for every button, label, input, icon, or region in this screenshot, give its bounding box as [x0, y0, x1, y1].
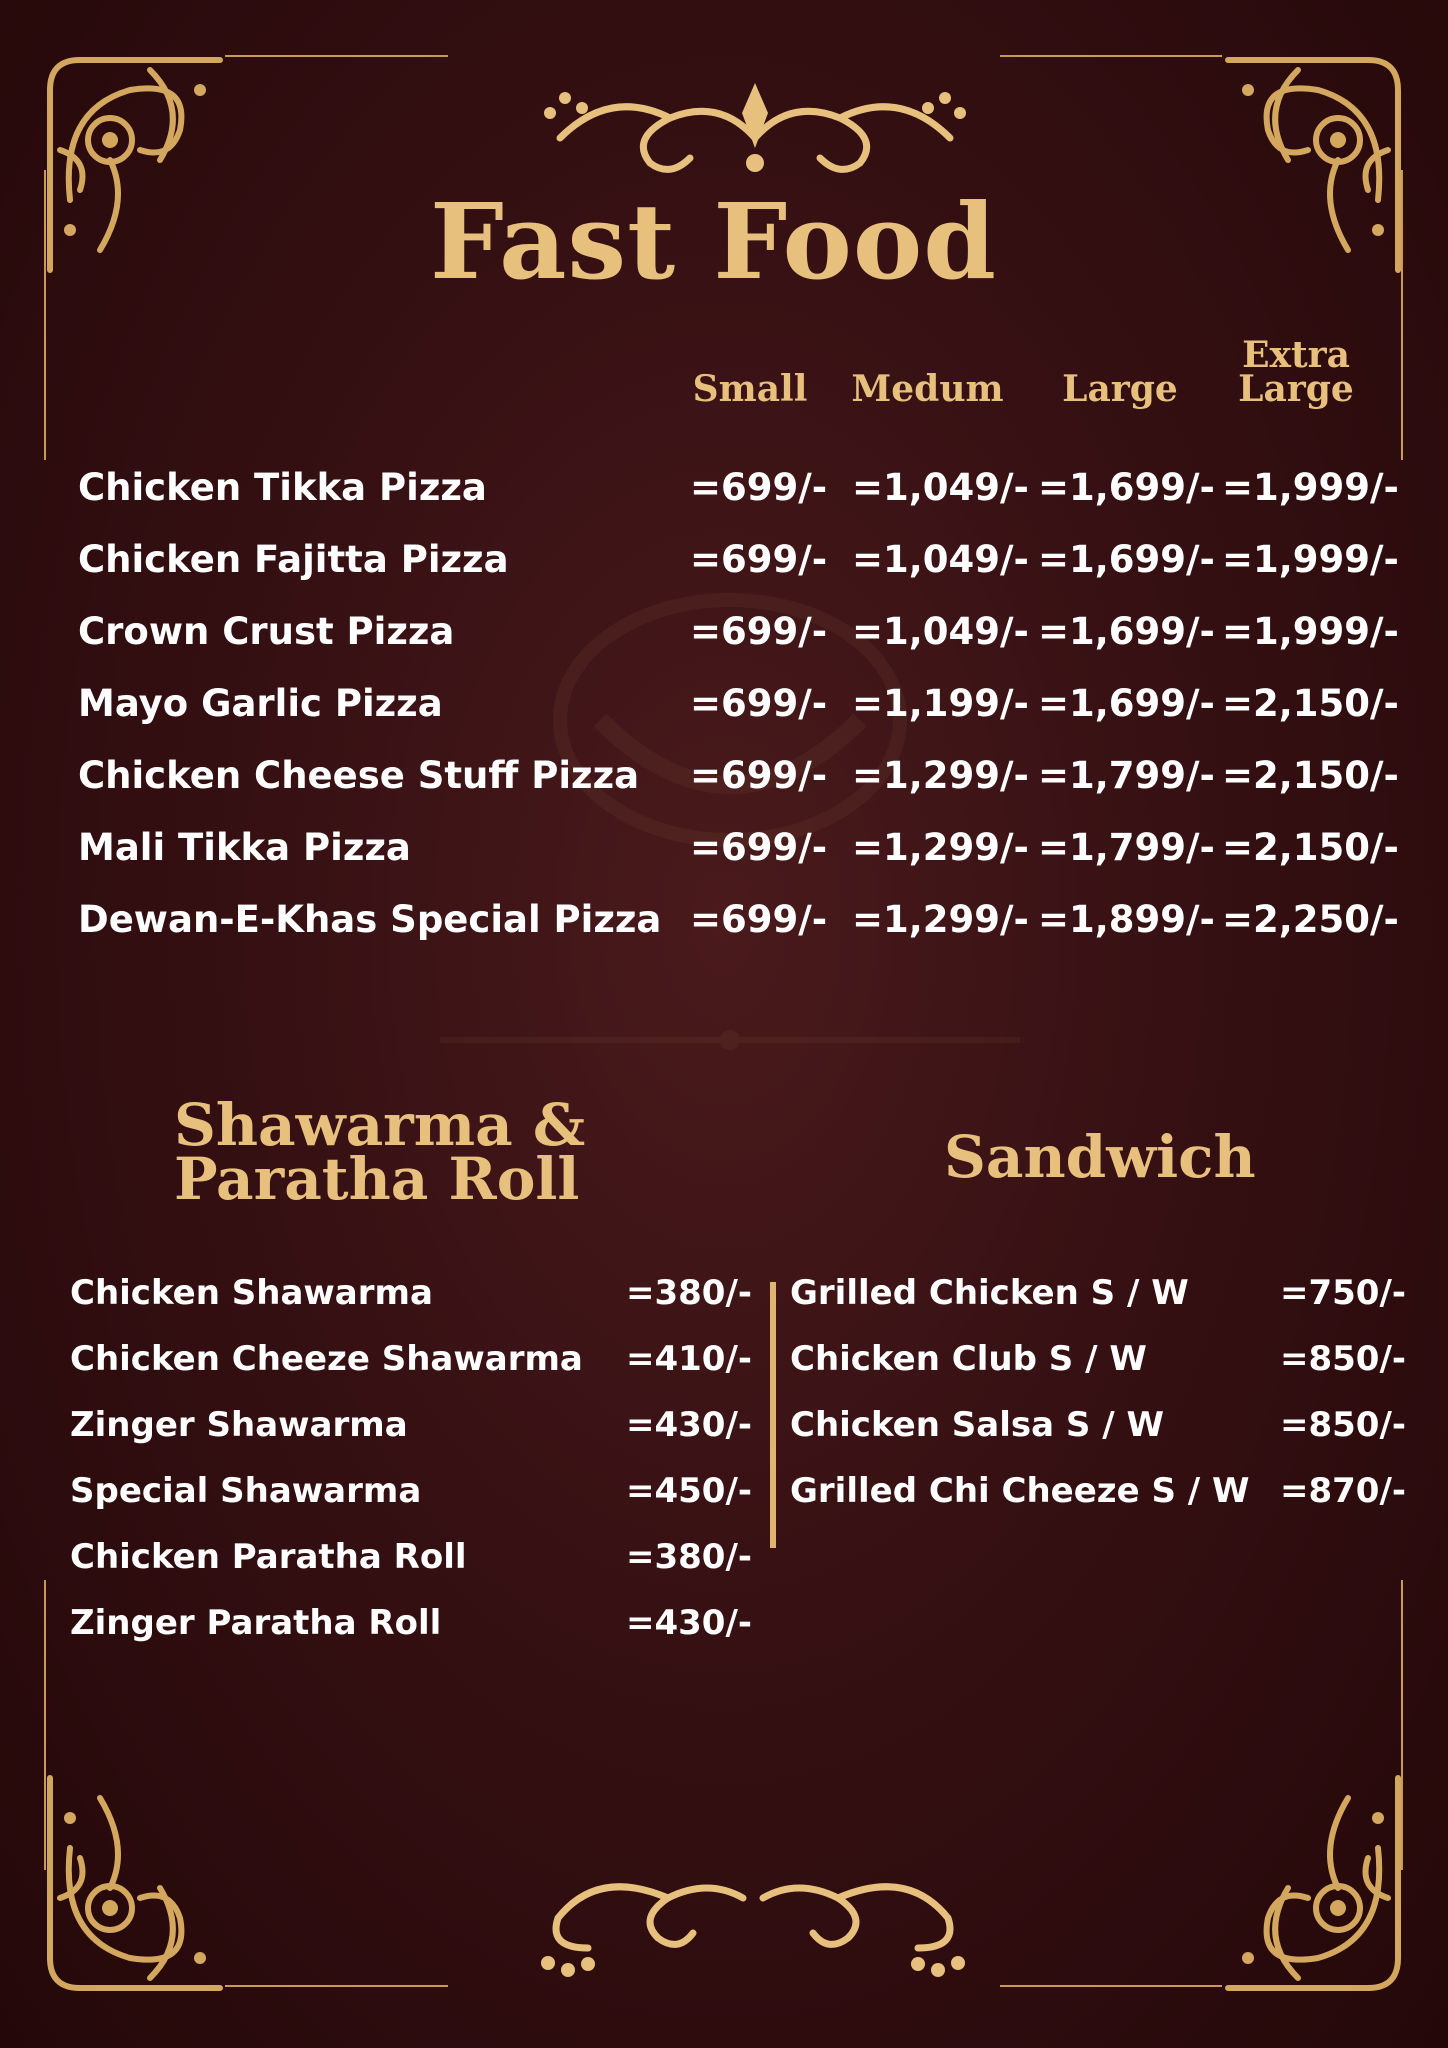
list-item — [0, 1466, 1448, 1532]
item-name: Dewan-E-Khas Special Pizza — [78, 898, 662, 941]
top-flourish-icon — [520, 78, 990, 188]
item-price: =850/- — [1280, 1405, 1406, 1445]
price-small: =699/- — [690, 826, 828, 869]
item-price: =870/- — [1280, 1471, 1406, 1511]
table-row — [0, 606, 1448, 678]
table-row — [0, 678, 1448, 750]
item-name: Zinger Paratha Roll — [70, 1603, 442, 1643]
item-name: Chicken Tikka Pizza — [78, 466, 487, 509]
shawarma-title-line2: Paratha Roll — [174, 1145, 580, 1213]
list-item — [0, 1598, 760, 1664]
corner-flourish-icon — [1218, 1768, 1408, 1998]
list-item — [0, 1532, 760, 1598]
size-header-extra-large: Extra Large — [1238, 334, 1354, 410]
price-extra-large: =2,250/- — [1222, 898, 1399, 941]
item-name: Crown Crust Pizza — [78, 610, 455, 653]
price-medium: =1,299/- — [852, 898, 1029, 941]
price-small: =699/- — [690, 610, 828, 653]
corner-flourish-icon — [40, 50, 230, 280]
price-medium: =1,049/- — [852, 466, 1029, 509]
shawarma-title-line1: Shawarma & — [174, 1091, 586, 1159]
price-large: =1,799/- — [1038, 754, 1215, 797]
item-price: =750/- — [1280, 1273, 1406, 1313]
item-name: Chicken Fajitta Pizza — [78, 538, 509, 581]
size-header-medium: Medum — [851, 368, 1004, 410]
item-name: Mayo Garlic Pizza — [78, 682, 443, 725]
price-small: =699/- — [690, 898, 828, 941]
item-name: Chicken Paratha Roll — [70, 1537, 467, 1577]
price-extra-large: =1,999/- — [1222, 538, 1399, 581]
sandwich-list — [0, 1268, 1448, 1532]
item-name: Chicken Cheese Stuff Pizza — [78, 754, 640, 797]
item-name: Grilled Chi Cheeze S / W — [790, 1471, 1250, 1511]
price-medium: =1,299/- — [852, 826, 1029, 869]
sandwich-section-title: Sandwich — [944, 1123, 1256, 1191]
table-row — [0, 750, 1448, 822]
size-header-large: Large — [1062, 368, 1178, 410]
list-item — [0, 1268, 1448, 1334]
price-extra-large: =1,999/- — [1222, 466, 1399, 509]
table-row — [0, 462, 1448, 534]
item-name: Special Shawarma — [70, 1471, 422, 1511]
item-name: Chicken Salsa S / W — [790, 1405, 1164, 1445]
item-price: =850/- — [1280, 1339, 1406, 1379]
price-extra-large: =1,999/- — [1222, 610, 1399, 653]
price-medium: =1,199/- — [852, 682, 1029, 725]
item-price: =380/- — [626, 1537, 752, 1577]
corner-flourish-icon — [1218, 50, 1408, 280]
item-name: Mali Tikka Pizza — [78, 826, 411, 869]
item-name: Chicken Shawarma — [70, 1273, 433, 1313]
table-row — [0, 894, 1448, 966]
list-item — [0, 1334, 1448, 1400]
price-large: =1,799/- — [1038, 826, 1215, 869]
item-price: =450/- — [626, 1471, 752, 1511]
item-price: =410/- — [626, 1339, 752, 1379]
price-small: =699/- — [690, 466, 828, 509]
item-price: =380/- — [626, 1273, 752, 1313]
price-extra-large: =2,150/- — [1222, 754, 1399, 797]
price-large: =1,699/- — [1038, 610, 1215, 653]
price-large: =1,699/- — [1038, 538, 1215, 581]
price-small: =699/- — [690, 538, 828, 581]
price-extra-large: =2,150/- — [1222, 682, 1399, 725]
bottom-flourish-icon — [528, 1868, 978, 1978]
list-item — [0, 1400, 1448, 1466]
table-row — [0, 822, 1448, 894]
item-name: Chicken Club S / W — [790, 1339, 1147, 1379]
page-title: Fast Food — [430, 180, 997, 303]
price-medium: =1,299/- — [852, 754, 1029, 797]
price-large: =1,899/- — [1038, 898, 1215, 941]
corner-flourish-icon — [40, 1768, 230, 1998]
price-large: =1,699/- — [1038, 682, 1215, 725]
pizza-price-table — [0, 462, 1448, 966]
price-extra-large: =2,150/- — [1222, 826, 1399, 869]
price-small: =699/- — [690, 682, 828, 725]
price-large: =1,699/- — [1038, 466, 1215, 509]
shawarma-section-title — [174, 1091, 586, 1213]
price-small: =699/- — [690, 754, 828, 797]
item-price: =430/- — [626, 1405, 752, 1445]
size-header-small: Small — [692, 368, 808, 410]
price-medium: =1,049/- — [852, 538, 1029, 581]
item-name: Grilled Chicken S / W — [790, 1273, 1189, 1313]
table-row — [0, 534, 1448, 606]
item-name: Chicken Cheeze Shawarma — [70, 1339, 583, 1379]
item-name: Zinger Shawarma — [70, 1405, 408, 1445]
price-medium: =1,049/- — [852, 610, 1029, 653]
item-price: =430/- — [626, 1603, 752, 1643]
